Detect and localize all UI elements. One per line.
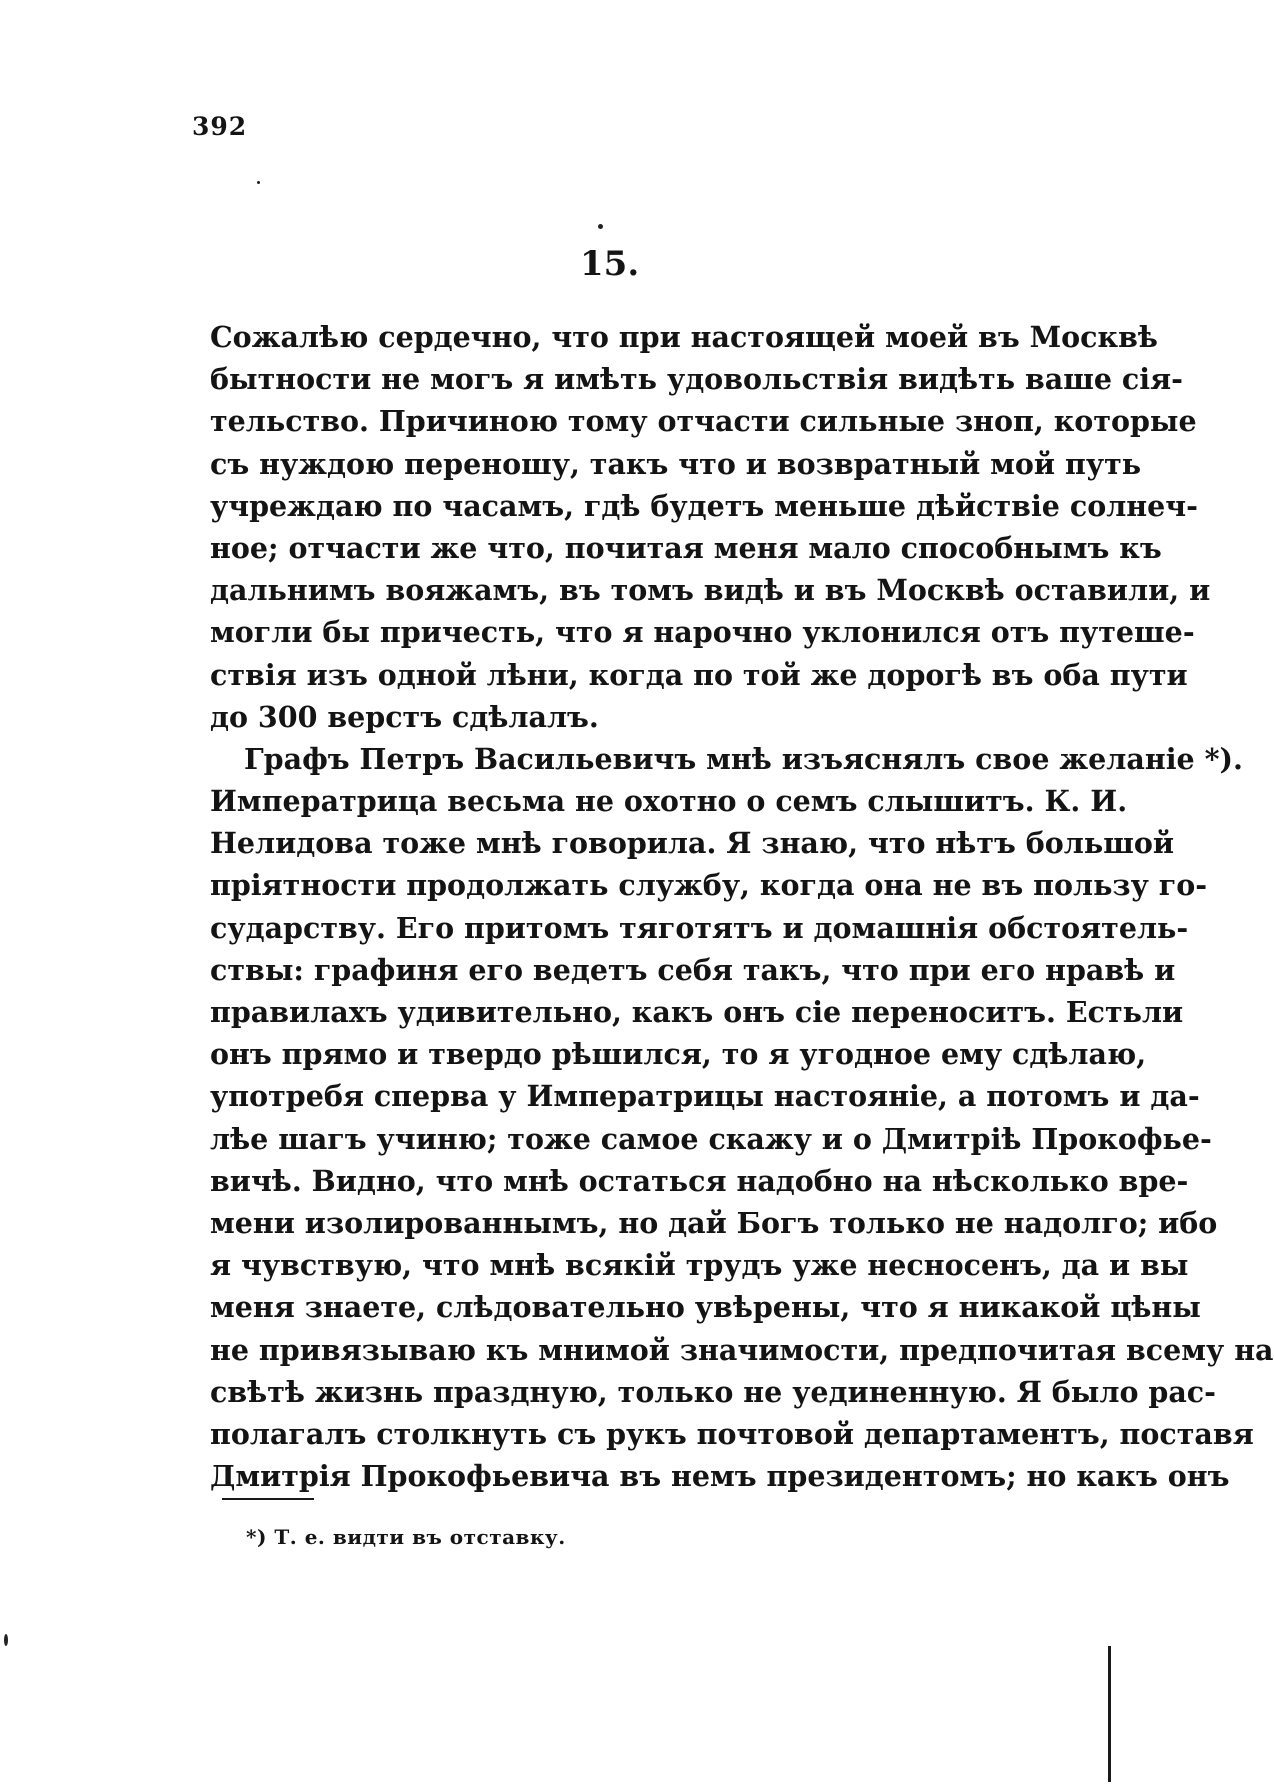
text-line: Дмитрія Прокофьевича въ немъ президентомъ; но какъ онъ [210,1459,1230,1494]
text-line: тельство. Причиною тому отчасти сильные зноп, которые [210,404,1197,439]
text-line: полагалъ столкнуть съ рукъ почтовой департаментъ, поставя [210,1416,1254,1451]
text-line: бытности не могъ я имѣть удовольствія видѣть ваше сія- [210,362,1183,397]
text-line: лѣе шагъ учиню; тоже самое скажу и о Дмитріѣ Прокофье- [210,1121,1212,1156]
text-line: пріятности продолжать службу, когда она не въ пользу го- [210,868,1208,903]
text-line: сударству. Его притомъ тяготятъ и домашнія обстоятель- [210,910,1189,945]
text-line: меня знаете, слѣдовательно увѣрены, что я никакой цѣны [210,1290,1201,1325]
text-line: онъ прямо и твердо рѣшился, то я угодное ему сдѣлаю, [210,1037,1147,1072]
text-line: ствы: графиня его ведетъ себя такъ, что при его нравѣ и [210,952,1176,987]
scan-speck [4,1634,8,1646]
page-number: 392 [192,112,248,141]
text-line: ное; отчасти же что, почитая меня мало способнымъ къ [210,530,1162,565]
text-line: мени изолированнымъ, но дай Богъ только не надолго; ибо [210,1205,1218,1240]
text-line: Сожалѣю сердечно, что при настоящей моей въ Москвѣ [210,320,1158,354]
text-line: не привязываю къ мнимой значимости, предпочитая всему на [210,1332,1274,1367]
footnote-rule [222,1498,314,1500]
text-line: дальнимъ вояжамъ, въ томъ видѣ и въ Москвѣ оставили, и [210,573,1211,608]
text-line: съ нуждою переношу, такъ что и возвратный мой путь [210,446,1142,481]
text-line: употребя сперва у Императрицы настояніе, а потомъ и да- [210,1079,1200,1114]
text-line: до 300 верстъ сдѣлалъ. [210,699,599,734]
text-line: Нелидова тоже мнѣ говорила. Я знаю, что нѣтъ большой [210,826,1174,861]
text-line: могли бы причесть, что я нарочно уклонился отъ путеше- [210,615,1195,650]
scan-speck [598,224,603,229]
text-line: Графъ Петръ Васильевичъ мнѣ изъяснялъ свое желаніе *). [244,741,1243,776]
text-line: свѣтѣ жизнь праздную, только не уединенную. Я было рас- [210,1374,1216,1409]
text-line: учреждаю по часамъ, гдѣ будетъ меньше дѣйствіе солнеч- [210,488,1198,523]
text-line: вичѣ. Видно, что мнѣ остаться надобно на нѣсколько вре- [210,1163,1189,1198]
text-line: Императрица весьма не охотно о семъ слышитъ. К. И. [210,784,1128,819]
text-line: правилахъ удивительно, какъ онъ сіе переноситъ. Естьли [210,995,1184,1029]
footnote: *) Т. е. видти въ отставку. [246,1525,566,1549]
body-text [210,316,1274,1497]
scan-speck [257,181,260,184]
scan-edge-line [1108,1646,1111,1782]
text-line: я чувствую, что мнѣ всякій трудъ уже несносенъ, да и вы [210,1248,1189,1283]
letter-number: 15. [580,244,640,284]
text-line: ствія изъ одной лѣни, когда по той же дорогѣ въ оба пути [210,657,1188,692]
